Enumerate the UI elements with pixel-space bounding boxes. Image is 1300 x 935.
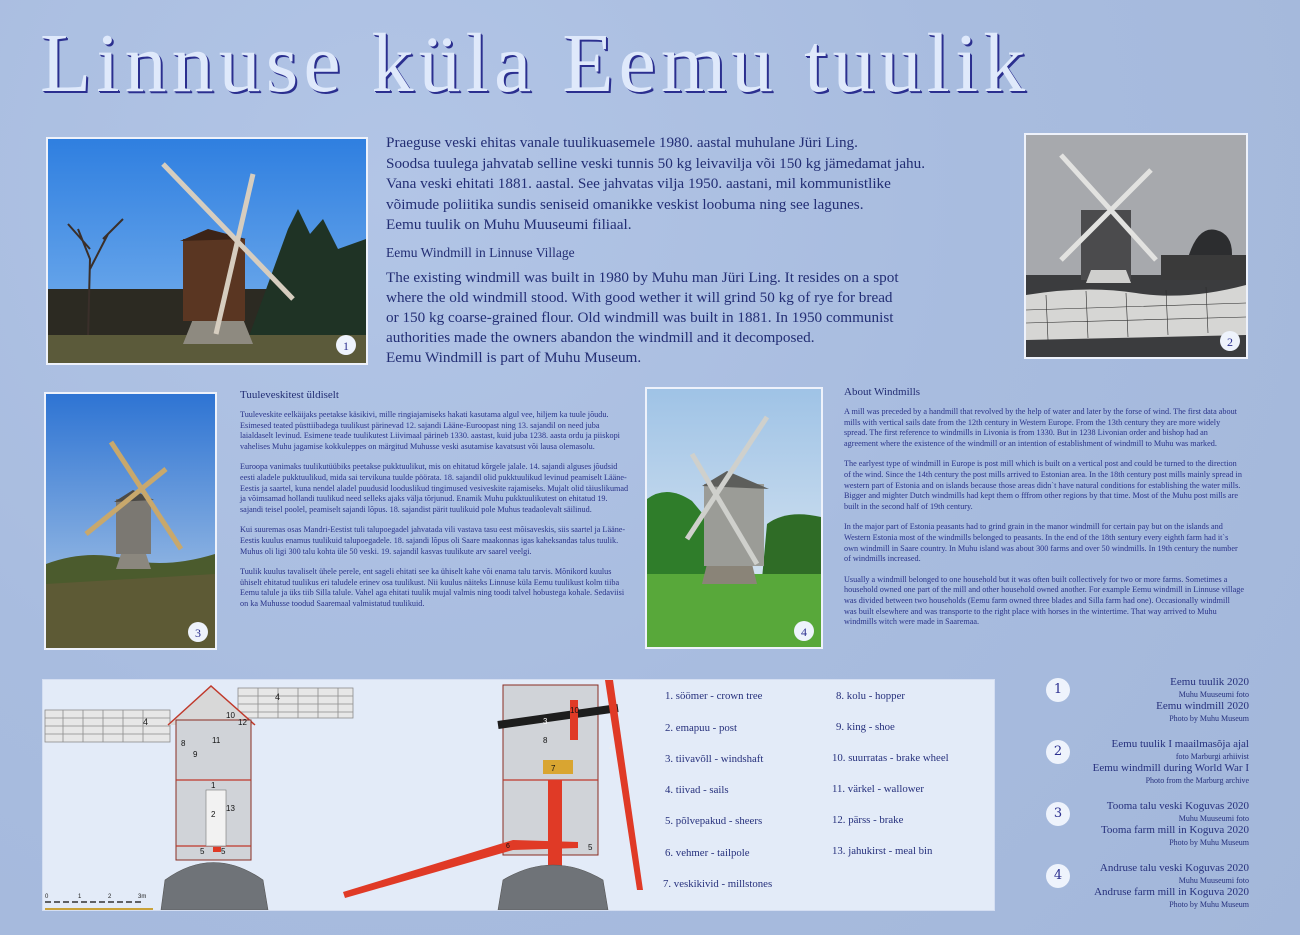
windmill-photo-4 bbox=[647, 389, 821, 647]
intro-en-line: or 150 kg coarse-grained flour. Old windmill was built in 1881. In 1950 communist bbox=[386, 309, 894, 326]
credit-title-en: Eemu windmill during World War I bbox=[1092, 762, 1249, 774]
intro-et-line: võimude poliitika sundis seniseid omanikke veskist loobuma ning see lagunes. bbox=[386, 195, 864, 213]
scale-label: 2 bbox=[108, 894, 112, 900]
legend-item: 5. põlvepakud - sheers bbox=[665, 815, 763, 827]
intro-et-line: Vana veski ehitati 1881. aastal. See jahvatas vilja 1950. aastani, mil kommunistlike bbox=[386, 175, 891, 192]
paragraph: The earlyest type of windmill in Europe is post mill which is built on a vertical post and could be turned to the direction of the wind. Since the 14th century the post mills arrived to Estonian area. In the 18th century post mills mainly spread in western part of Estonia and on islands because those areas didn`t have natural conditions for establishing the water mills. Bigger and mighter Dutch windmills had kept them o fffrom other regions by that time. Most of the Muhu post mills are built in the second half of 19th century. bbox=[844, 459, 1242, 511]
photo-4 bbox=[645, 387, 823, 649]
credit-entry bbox=[1040, 676, 1255, 738]
photo-number: 2 bbox=[1227, 335, 1233, 349]
section-heading: Tuuleveskitest üldiselt bbox=[240, 389, 339, 401]
legend-item: 7. veskikivid - millstones bbox=[663, 878, 773, 890]
credit-entry bbox=[1040, 800, 1255, 862]
credit-number: 3 bbox=[1046, 802, 1070, 826]
credit-title-et: Eemu tuulik I maailmasõja ajal bbox=[1111, 738, 1249, 750]
credit-source-en: Photo from the Marburg archive bbox=[1145, 776, 1249, 785]
svg-text:4: 4 bbox=[143, 717, 149, 727]
paragraph: In the major part of Estonia peasants had to grind grain in the manor windmill for certain pay but on the islands and Western Estonia most of the windmills belonged to peasants. In the end of the 18th sentury every eighth farm had it`s own windmill in Saare country. In Muhu island was about 300 farms and over 50 windmills. In 19th century the number of windmills increased. bbox=[844, 522, 1238, 564]
paragraph: Tuuleveskite eelkäijaks peetakse käsikivi, mille ringiajamiseks hakati kasutama algul vee, hiljem ka tuule jõudu. Esimesed teated püsttiibadega tuulikust pärinevad 12. sajandi Lääne-Euroopast ning 13. sajandil on need juba laialdaselt levinud. Esimene teade tuulikutest Liivimaal pärineb 1330. aastast, kuid juba 1238. aasta ordu ja piiskopi vahelises Muhu jagamise kokkuleppes on märgitud Muhusse veski asutamise kavatsust või lausa olemasolu. bbox=[240, 410, 620, 451]
credit-title-en: Andruse farm mill in Koguva 2020 bbox=[1094, 886, 1249, 898]
photo-2 bbox=[1024, 133, 1248, 359]
credit-source-en: Photo by Muhu Museum bbox=[1169, 838, 1249, 847]
intro-en-line: Eemu Windmill is part of Muhu Museum. bbox=[386, 349, 642, 366]
windmill-photo-3 bbox=[46, 394, 215, 648]
photo-3 bbox=[44, 392, 217, 650]
windmill-cross-section-diagram bbox=[43, 680, 653, 910]
legend-item: 1. söömer - crown tree bbox=[665, 690, 763, 702]
svg-text:3: 3 bbox=[543, 717, 548, 726]
paragraph: Usually a windmill belonged to one household but it was often built collectively for two or more farms. Sometimes a household owned one part of the mill and other household owned another. For example Eemu windmill in Linnuse village was divided between two households (Eemu farm owned three blades and Silla farm had one). Occasionally windmill was built elsewhere and was transporte to the right place with horses in the wintertime. That way arrived to Muhu windmills witch were made in Saaremaa. bbox=[844, 574, 1244, 627]
credit-source-et: Muhu Muuseumi foto bbox=[1178, 814, 1249, 823]
svg-text:4: 4 bbox=[609, 743, 614, 752]
credit-title-en: Eemu windmill 2020 bbox=[1156, 700, 1249, 712]
intro-et-line: Praeguse veski ehitas vanale tuulikuasemele 1980. aastal muhulane Jüri Ling. bbox=[386, 134, 858, 151]
svg-text:5: 5 bbox=[588, 843, 593, 852]
credit-entry bbox=[1040, 862, 1255, 924]
intro-en-line: authorities made the owners abandon the windmill and it decomposed. bbox=[386, 329, 815, 346]
intro-english-heading: Eemu Windmill in Linnuse Village bbox=[386, 245, 575, 260]
legend-item: 11. värkel - wallower bbox=[832, 783, 924, 795]
svg-text:5: 5 bbox=[200, 847, 205, 856]
credit-source-et: Muhu Muuseumi foto bbox=[1178, 876, 1249, 885]
scale-label: 1 bbox=[78, 894, 82, 900]
windmill-diagram-panel bbox=[42, 679, 995, 911]
svg-text:10: 10 bbox=[570, 706, 579, 715]
credit-title-et: Tooma talu veski Koguvas 2020 bbox=[1106, 800, 1249, 812]
credit-number: 4 bbox=[1046, 864, 1070, 888]
intro-et-line: Eemu tuulik on Muhu Muuseumi filiaal. bbox=[386, 216, 632, 233]
intro-english bbox=[386, 268, 1026, 368]
scale-label: 0 bbox=[45, 894, 49, 900]
legend-item: 9. king - shoe bbox=[836, 721, 895, 733]
photo-credits bbox=[1040, 676, 1255, 924]
svg-text:13: 13 bbox=[226, 804, 235, 813]
section-estonian bbox=[240, 389, 630, 620]
svg-text:6: 6 bbox=[506, 843, 510, 850]
legend-item: 2. emapuu - post bbox=[665, 722, 737, 734]
svg-text:7: 7 bbox=[551, 764, 556, 773]
legend-item: 13. jahukirst - meal bin bbox=[832, 845, 933, 857]
svg-text:12: 12 bbox=[238, 718, 247, 727]
svg-text:1: 1 bbox=[211, 781, 216, 790]
credit-title-et: Eemu tuulik 2020 bbox=[1170, 676, 1249, 688]
legend-item: 12. pärss - brake bbox=[832, 814, 904, 826]
svg-text:5: 5 bbox=[221, 847, 226, 856]
credit-source-en: Photo by Muhu Museum bbox=[1169, 714, 1249, 723]
credit-number: 2 bbox=[1046, 740, 1070, 764]
windmill-photo-bw bbox=[1026, 135, 1246, 357]
legend-item: 4. tiivad - sails bbox=[665, 784, 729, 796]
svg-text:10: 10 bbox=[226, 711, 235, 720]
paragraph: Tuulik kuulus tavaliselt ühele perele, ent sageli ehitati see ka ühiselt kahe või enama talu tarvis. Mõnikord kuulus ühiselt ehitatud tuulikus eri taludele erinev osa tuulikust. Nii kuulus näiteks Linnuse küla Eemu tuulikust kolm tiiba Eemu talule ja üks tiib Silla talule. Vahel aga ehitati tuulik mujal valmis ning toodi talvel hobustega kohale. Sedaviisi on ka Muhusse toodud Saaremaal valmistatud tuulikuid. bbox=[240, 567, 625, 608]
photo-number: 1 bbox=[343, 339, 349, 353]
paragraph: A mill was preceded by a handmill that revolved by the help of water and later by the forse of wind. The first data about mills with vertical sails date from the 12th century in Western Europe. From the 13th century they are more widely spread. The first reference to windmills in Livonia is from 1330. But in 1238 Livonian order and bishop had an agreement where the existence of the windmill or an intention of establishment of windmill to Muhu was marked. bbox=[844, 407, 1237, 448]
intro-estonian bbox=[386, 133, 1026, 236]
windmill-photo-color bbox=[48, 139, 366, 363]
parts-legend bbox=[663, 688, 993, 903]
credit-title-en: Tooma farm mill in Koguva 2020 bbox=[1100, 824, 1249, 836]
svg-text:9: 9 bbox=[193, 750, 198, 759]
board-title: Linnuse küla Eemu tuulik bbox=[40, 17, 1031, 110]
intro-et-line: Soodsa tuulega jahvatab selline veski tunnis 50 kg leivavilja või 150 kg jämedamat jahu. bbox=[386, 154, 926, 172]
credit-source-et: foto Marburgi arhiivist bbox=[1175, 752, 1249, 761]
credit-entry bbox=[1040, 738, 1255, 800]
scale-label: 3m bbox=[138, 894, 147, 900]
legend-item: 10. suurratas - brake wheel bbox=[832, 752, 949, 764]
intro-en-line: The existing windmill was built in 1980 by Muhu man Jüri Ling. It resides on a spot bbox=[386, 269, 899, 286]
credit-number: 1 bbox=[1046, 678, 1070, 702]
paragraph: Kui suuremas osas Mandri-Eestist tuli talupoegadel jahvatada vili vastava tasu eest mõisaveskis, siis saartel ja Lääne-Eestis kuulus enamus tuulikuid talupoegadele. 18. sajandi lõpus oli Saare maakonnas igas kaheksandas talus tuulik. Muhus oli ligi 300 talu kohta üle 50 veski. 19. sajandil kasvas tuulikute arv saarel veelgi. bbox=[240, 525, 626, 556]
photo-number: 4 bbox=[801, 625, 807, 639]
photo-1 bbox=[46, 137, 368, 365]
intro-en-line: where the old windmill stood. With good wether it will grind 50 kg of rye for bread bbox=[386, 289, 893, 306]
section-heading: About Windmills bbox=[844, 386, 921, 398]
credit-source-en: Photo by Muhu Museum bbox=[1169, 900, 1249, 909]
section-english bbox=[844, 386, 1244, 638]
svg-text:8: 8 bbox=[181, 739, 186, 748]
legend-item: 8. kolu - hopper bbox=[836, 690, 905, 702]
svg-text:11: 11 bbox=[212, 736, 221, 745]
legend-item: 3. tiivavõll - windshaft bbox=[665, 753, 764, 765]
paragraph: Euroopa vanimaks tuulikutüübiks peetakse pukktuulikut, mis on ehitatud kõrgele jalale. 14. sajandi alguses jõudsid eesti aladele pukktuulikud, mida sai tervikuna tuulde pöörata. 18. sajandil olid pukktuulikud levinud peamiselt Lääne-Eestis ja saartel, kuna nendel aladel puudusid looduslikud tingimused vesiveskite rajamiseks. Mujalt olid täiuslikumad ja võimsamad hollandi tuulikud need selleks ajaks välja tõrjunud. Enamik Muhu pukktuulikutest on ehitatud 19. sajandi teisel poolel, peamiselt sajandi lõpus. 18. sajandist pärit tuulikuid pole Muhus teadaolevalt säilinud. bbox=[240, 462, 629, 514]
legend-item: 6. vehmer - tailpole bbox=[665, 847, 750, 859]
credit-title-et: Andruse talu veski Koguvas 2020 bbox=[1099, 862, 1249, 874]
photo-number: 3 bbox=[195, 626, 201, 640]
svg-text:4: 4 bbox=[275, 692, 281, 702]
svg-text:2: 2 bbox=[211, 810, 216, 819]
svg-text:8: 8 bbox=[543, 736, 548, 745]
credit-source-et: Muhu Muuseumi foto bbox=[1178, 690, 1249, 699]
